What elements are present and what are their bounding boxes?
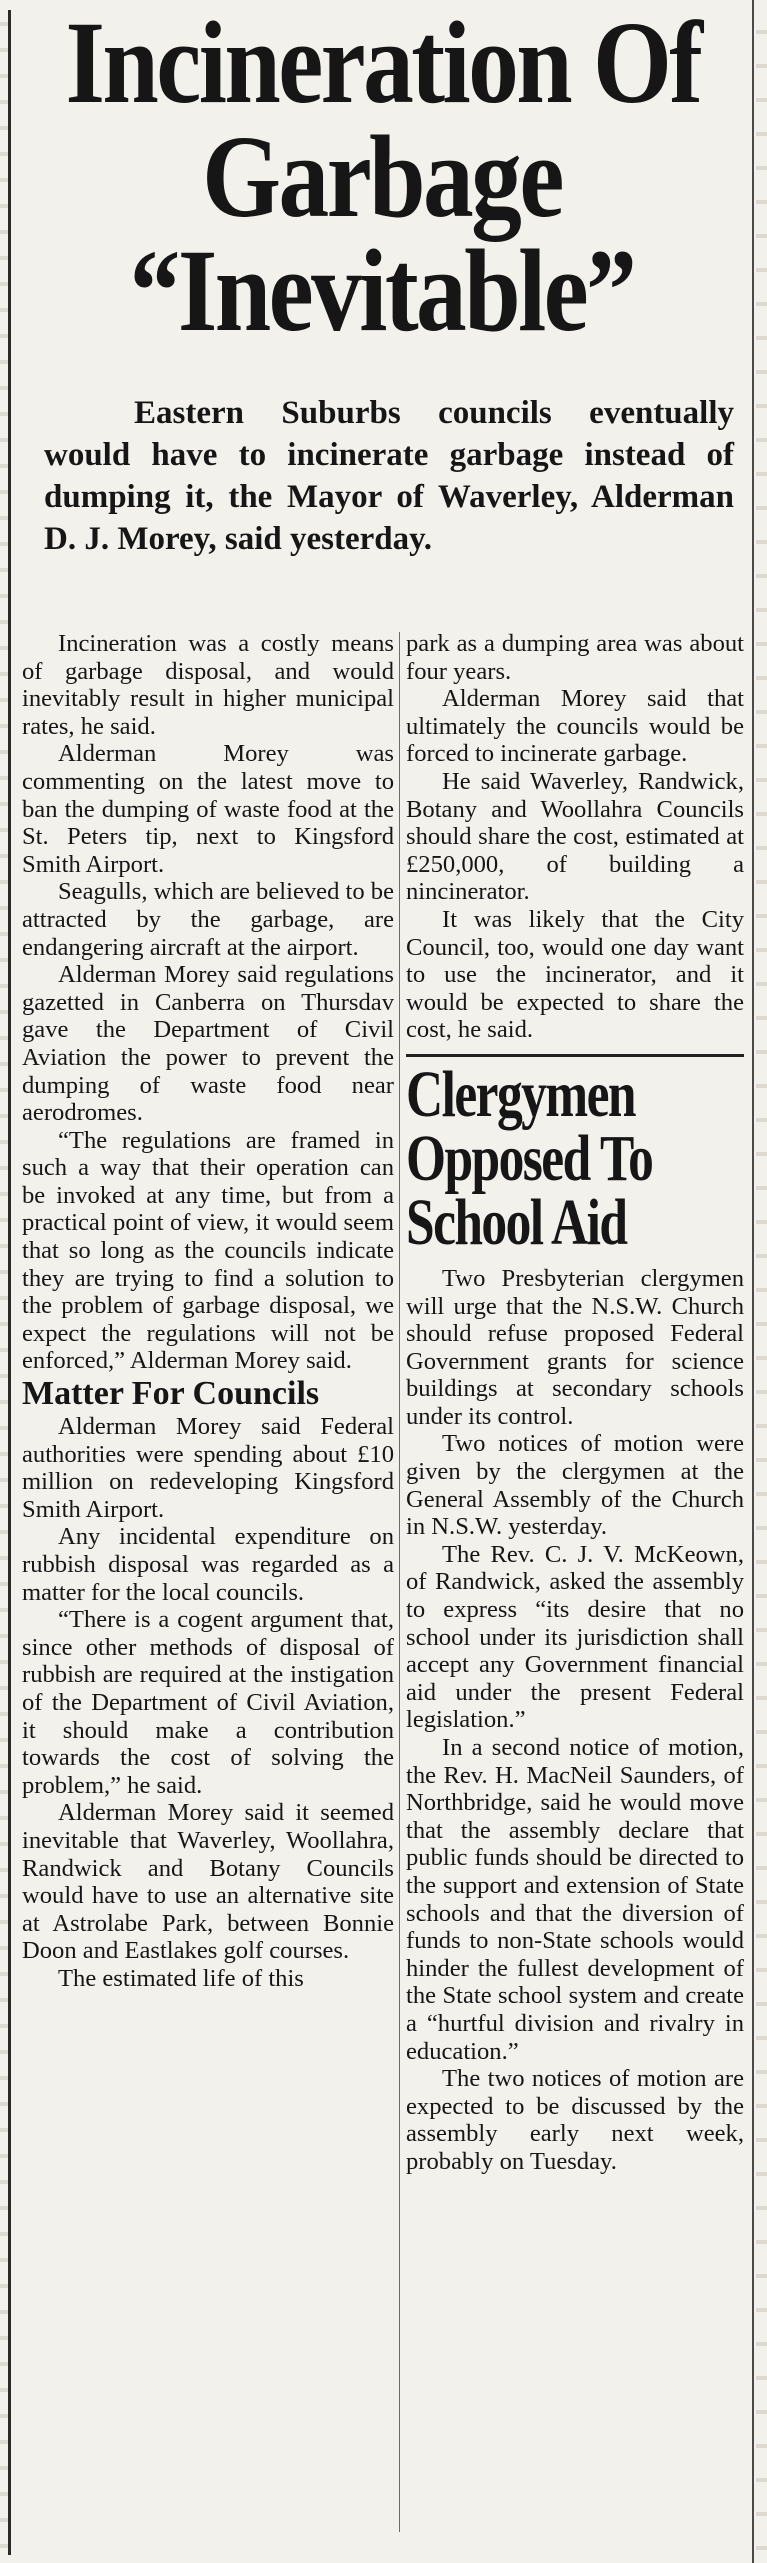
left-column-rule xyxy=(8,10,11,2555)
paragraph: The Rev. C. J. V. McKeown, of Randwick, asked the assembly to express “its desire that no school under its jurisdiction shall accept any Government financial aid under the present Federal legislation.” xyxy=(406,1540,744,1734)
headline-line: School Aid xyxy=(406,1185,627,1259)
paragraph: Alderman Morey said regulations gazetted in Canberra on Thursdav gave the Department of Civil Aviation the power to prevent the dumping of waste food near aerodromes. xyxy=(22,961,394,1127)
headline-line: Incineration Of xyxy=(65,0,701,128)
adjacent-column-edge-right xyxy=(756,0,767,2563)
paragraph: “There is a cogent argument that, since other methods of disposal of rubbish are required at the instigation of the Department of Civil Aviation, it should make a contribution towards the cost of solving the problem,” he said. xyxy=(22,1606,394,1799)
paragraph: The estimated life of this xyxy=(58,1964,304,1992)
second-article-headline xyxy=(406,1057,670,1259)
right-column-rule xyxy=(752,0,754,2563)
paragraph: He said Waverley, Randwick, Botany and Woollahra Councils should share the cost, estimated at £250,000, of building a nincinerator. xyxy=(406,767,744,906)
paragraph: Two notices of motion were given by the clergymen at the General Assembly of the Church in N.S.W. yesterday. xyxy=(406,1430,744,1541)
paragraph: Alderman Morey was commenting on the latest move to ban the dumping of waste food at the St. Peters tip, next to Kingsford Smith Airport. xyxy=(22,740,394,878)
paragraph: park as a dumping area was about four years. xyxy=(406,630,744,685)
paragraph: The two notices of motion are expected to be discussed by the assembly early next week, probably on Tuesday. xyxy=(406,2065,744,2175)
paragraph: Alderman Morey said Federal authorities were spending about £10 million on redeveloping Kingsford Smith Airport. xyxy=(22,1413,394,1523)
column-divider xyxy=(399,632,400,2532)
article-column-2 xyxy=(406,630,744,2176)
article-headline xyxy=(65,0,701,356)
paragraph: “The regulations are framed in such a way that their operation can be invoked at any time, but from a practical point of view, it would seem that so long as the councils indicate they are trying to find a solution to the problem of garbage disposal, we expect the regulations will not be enforced,” Alderman Morey said. xyxy=(22,1126,394,1375)
section-subhead: Matter For Councils xyxy=(22,1375,320,1413)
paragraph: It was likely that the City Council, too, would one day want to use the incinerator, and it would be expected to share the cost, he said. xyxy=(406,905,744,1044)
headline-line: Garbage xyxy=(202,111,562,242)
headline-line: “Inevitable” xyxy=(129,225,635,356)
headline-line: Opposed To xyxy=(406,1121,653,1195)
paragraph: Seagulls, which are believed to be attracted by the garbage, are endangering aircraft at the airport. xyxy=(22,878,395,961)
article-column-1 xyxy=(22,630,394,1993)
headline-line: Clergymen xyxy=(406,1057,635,1131)
article-separator-rule xyxy=(406,1054,744,1057)
paragraph: In a second notice of motion, the Rev. H. MacNeil Saunders, of Northbridge, said he would move that the assembly declare that public funds should be directed to the support and extension of State schools and that the diversion of funds to non-State schools would hinder the fullest development of the State school system and create a “hurtful division and rivalry in education.” xyxy=(406,1734,744,2065)
paragraph: Alderman Morey said it seemed inevitable that Waverley, Woollahra, Randwick and Botany Councils would have to use an alternative site at Astrolabe Park, between Bonnie Doon and Eastlakes golf courses. xyxy=(22,1799,394,1965)
paragraph: Two Presbyterian clergymen will urge that the N.S.W. Church should refuse proposed Federal Government grants for science buildings at secondary schools under its control. xyxy=(406,1264,744,1430)
paragraph: Incineration was a costly means of garbage disposal, and would inevitably result in higher municipal rates, he said. xyxy=(22,630,394,740)
article-deck: Eastern Suburbs councils eventually would have to incinerate garbage instead of dumping it, the Mayor of Waverley, Alderman D. J. Morey, said yesterday. xyxy=(44,395,734,557)
paragraph: Alderman Morey said that ultimately the councils would be forced to incinerate garbage. xyxy=(406,685,744,768)
adjacent-column-edge-left xyxy=(0,0,8,2563)
paragraph: Any incidental expenditure on rubbish disposal was regarded as a matter for the local councils. xyxy=(22,1523,394,1606)
